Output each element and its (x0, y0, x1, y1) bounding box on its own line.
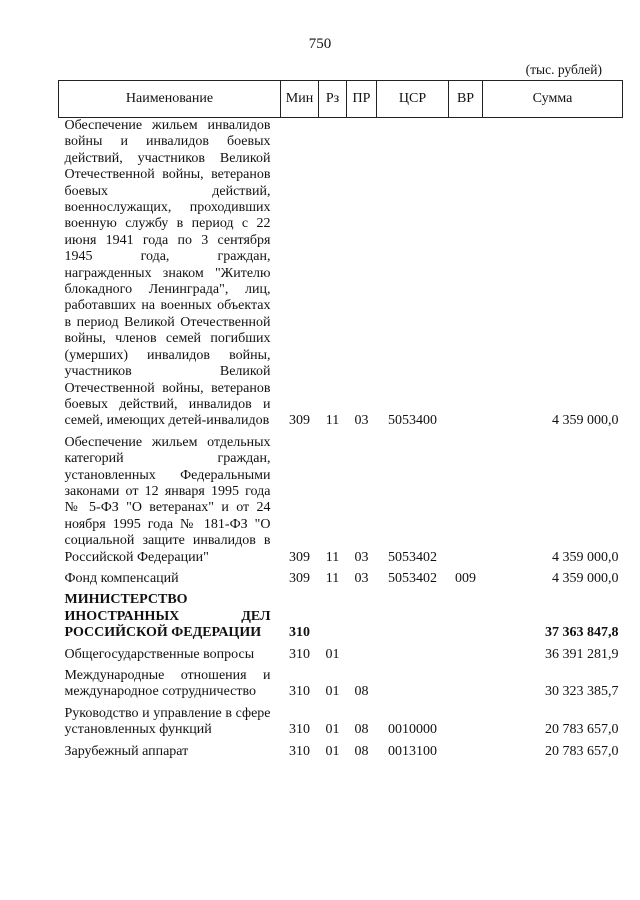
row-section: 01 (325, 722, 340, 738)
row-section: 11 (325, 570, 340, 586)
row-target: 0013100 (388, 743, 437, 759)
table-header-row (59, 81, 623, 118)
row-name: Фонд компенсаций (64, 570, 179, 586)
row-name: Обеспечение жильем отдельных категорий граждан, установленных Федеральными законами от 12 января 1995 года № 5-ФЗ "О ветеранах" и от 24 ноября 1995 года № 181-ФЗ "О социальной защите инвалидов в Российской Федерации" (64, 434, 271, 565)
table-body (59, 118, 623, 761)
row-amount: 36 391 281,9 (545, 646, 619, 662)
row-expense-type: 009 (455, 570, 476, 586)
row-subsection (347, 642, 377, 663)
row-ministry: 310 (289, 743, 310, 759)
row-target (377, 642, 449, 663)
row-name: Руководство и управление в сфере установленных функций (64, 705, 271, 738)
header-amount: Сумма (483, 81, 623, 118)
row-target (377, 587, 449, 641)
row-subsection: 03 (354, 549, 369, 565)
row-amount: 37 363 847,8 (545, 625, 619, 641)
row-target (377, 663, 449, 701)
row-expense-type (449, 663, 483, 701)
row-target: 0010000 (388, 722, 437, 738)
row-section: 11 (325, 413, 340, 429)
table-row (59, 642, 623, 663)
row-amount: 4 359 000,0 (552, 413, 619, 429)
budget-table (58, 80, 623, 760)
header-expense-type: ВР (449, 81, 483, 118)
table-row (59, 430, 623, 566)
row-expense-type (449, 118, 483, 430)
row-ministry: 309 (289, 413, 310, 429)
row-name: Зарубежный аппарат (64, 743, 189, 759)
row-name: Обеспечение жильем инвалидов войны и инвалидов боевых действий, участников Великой Отечественной войны, ветеранов боевых действий, военнослужащих, проходивших военную службу в период с 22 июня 1941 года по 3 сентября 1945 года, граждан, награжденных знаком "Жителю блокадного Ленинграда", лиц, работавших на военных объектах в период Великой Отечественной войны, членов семей погибших (умерших) инвалидов войны, участников Великой Отечественной войны, ветеранов боевых действий, инвалидов и семей, имеющих детей-инвалидов (64, 118, 271, 429)
table-row (59, 701, 623, 739)
header-target: ЦСР (377, 81, 449, 118)
page-number: 750 (308, 36, 332, 52)
row-amount: 4 359 000,0 (552, 549, 619, 565)
units-note: (тыс. рублей) (525, 62, 602, 77)
row-expense-type (449, 587, 483, 641)
row-amount: 20 783 657,0 (545, 743, 619, 759)
row-expense-type (449, 739, 483, 760)
table-row (59, 118, 623, 430)
row-name: Международные отношения и международное сотрудничество (64, 668, 271, 700)
row-expense-type (449, 701, 483, 739)
row-ministry: 310 (289, 684, 310, 700)
row-target: 5053402 (388, 570, 437, 586)
row-section (319, 587, 347, 641)
table-row (59, 566, 623, 587)
row-ministry: 309 (289, 570, 310, 586)
row-subsection: 03 (354, 413, 369, 429)
row-subsection (347, 587, 377, 641)
header-ministry: Мин (281, 81, 319, 118)
header-name: Наименование (59, 81, 281, 118)
table-row (59, 587, 623, 641)
row-section: 01 (325, 684, 340, 700)
row-ministry: 309 (289, 549, 310, 565)
row-subsection: 03 (354, 570, 369, 586)
row-expense-type (449, 430, 483, 566)
row-amount: 20 783 657,0 (545, 722, 619, 738)
row-subsection: 08 (354, 722, 369, 738)
header-subsection: ПР (347, 81, 377, 118)
table-row (59, 739, 623, 760)
row-amount: 30 323 385,7 (545, 684, 619, 700)
row-section: 11 (325, 549, 340, 565)
table-row (59, 663, 623, 701)
row-section: 01 (325, 646, 340, 662)
header-section: Рз (319, 81, 347, 118)
row-section: 01 (325, 743, 340, 759)
row-ministry: 310 (289, 625, 310, 641)
row-amount: 4 359 000,0 (552, 570, 619, 586)
row-expense-type (449, 642, 483, 663)
row-name: МИНИСТЕРСТВО ИНОСТРАННЫХ ДЕЛ РОССИЙСКОЙ ФЕДЕРАЦИИ (64, 592, 271, 641)
row-subsection: 08 (354, 684, 369, 700)
row-ministry: 310 (289, 722, 310, 738)
row-name: Общегосударственные вопросы (64, 646, 255, 662)
row-target: 5053402 (388, 549, 437, 565)
row-subsection: 08 (354, 743, 369, 759)
row-target: 5053400 (388, 413, 437, 429)
row-ministry: 310 (289, 646, 310, 662)
